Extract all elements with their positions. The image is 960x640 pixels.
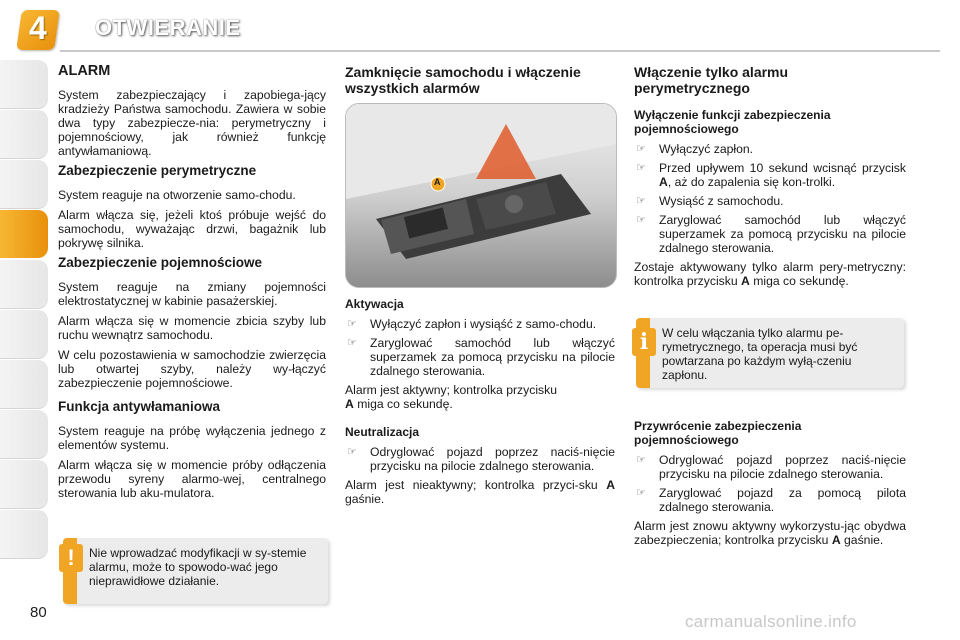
status-text: gaśnie. (345, 492, 385, 506)
subtitle-restore-volumetric: Przywrócenie zabezpieczenia pojemnościowego (634, 419, 802, 447)
chapter-tabs (0, 60, 48, 580)
hand-pointer-icon: ☞ (636, 195, 646, 207)
hand-pointer-icon: ☞ (636, 143, 646, 155)
alarm-description: System zabezpieczający i zapobiega-jący kradzieży Państwa samochodu. Zawiera w sobie dwa typy zabezpiecze-nia: perymetryczny i pojemnościowy, jak również funkcję antywłamaniową. (58, 88, 326, 158)
page-title: OTWIERANIE (95, 15, 241, 40)
list-item-text: , aż do zapalenia się kon-trolki. (667, 175, 836, 189)
page-header (0, 0, 960, 52)
column-left (58, 64, 326, 506)
status-text: Alarm jest nieaktywny; kontrolka przyci-sku (345, 478, 598, 492)
chapter-tab[interactable] (0, 160, 48, 209)
list-item-text: Odryglować pojazd poprzez naciś-nięcie przycisku na pilocie zdalnego sterowania. (659, 453, 906, 481)
section-title-perimeter-only: Włączenie tylko alarmu perymetrycznego (634, 64, 789, 96)
list-item (634, 453, 906, 481)
chapter-number: 4 (29, 10, 47, 46)
list-item (634, 213, 906, 255)
chapter-tab[interactable] (0, 260, 48, 309)
list-item (345, 317, 615, 331)
warning-note (63, 538, 328, 604)
column-right-lower (634, 419, 906, 553)
list-item-text: Przed upływem 10 sekund wcisnąć przycisk (659, 161, 906, 175)
antitheft-text-1: System reaguje na próbę wyłączenia jednego z elementów systemu. (58, 424, 326, 452)
hand-pointer-icon: ☞ (347, 318, 357, 330)
chapter-tab[interactable] (0, 310, 48, 359)
status-text: miga co sekundę. (357, 397, 453, 411)
button-key: A (606, 478, 615, 492)
list-item-text: Zaryglować samochód lub włączyć superzamek za pomocą przycisku na pilocie zdalnego sterowania. (659, 213, 906, 255)
info-note-text: W celu włączania tylko alarmu pe-rymetrycznego, ta operacja musi być powtarzana po każdym wyłą-czeniu zapłonu. (662, 326, 858, 382)
dashboard-illustration (346, 104, 616, 287)
section-title-antitheft: Funkcja antywłamaniowa (58, 399, 221, 414)
perimeter-status (634, 260, 906, 288)
warning-note-text: Nie wprowadzać modyfikacji w sy-stemie alarmu, może to spowodo-wać jego nieprawidłowe działanie. (89, 546, 307, 588)
button-key: A (345, 397, 354, 411)
volumetric-text-3: W celu pozostawienia w samochodzie zwierzęcia lub otwartej szyby, należy wy-łączyć zabezpieczenie pojemnościowe. (58, 348, 326, 390)
status-text: Alarm jest aktywny; kontrolka przycisku (345, 383, 557, 397)
button-key: A (831, 533, 841, 547)
volumetric-text-1: System reaguje na zmiany pojemności elektrostatycznej w kabinie pasażerskiej. (58, 280, 326, 308)
volumetric-text-2: Alarm włącza się w momencie zbicia szyby lub ruchu wewnątrz samochodu. (58, 314, 326, 342)
list-item-text: Wysiąść z samochodu. (659, 194, 784, 208)
chapter-tab[interactable] (0, 460, 48, 509)
section-title-volumetric: Zabezpieczenie pojemnościowe (58, 255, 263, 270)
button-key: A (659, 175, 668, 189)
section-title-alarm: ALARM (58, 63, 111, 79)
hand-pointer-icon: ☞ (347, 337, 357, 349)
status-text: Zostaje aktywowany tylko alarm pery-metryczny: kontrolka przycisku (634, 260, 906, 288)
status-text: Alarm jest znowu aktywny wykorzystu-jąc obydwa zabezpieczenia; kontrolka przycisku (634, 519, 906, 547)
activation-title: Aktywacja (345, 297, 404, 311)
hand-pointer-icon: ☞ (636, 162, 646, 174)
list-item-text: Zaryglować pojazd za pomocą pilota zdalnego sterowania. (659, 486, 906, 514)
status-text: gaśnie. (844, 533, 884, 547)
button-a-label: A (434, 177, 441, 187)
hand-pointer-icon: ☞ (347, 446, 357, 458)
button-key: A (741, 274, 750, 288)
subtitle-disable-volumetric: Wyłączenie funkcji zabezpieczenia pojemnościowego (634, 108, 831, 136)
section-title-lock-all: Zamknięcie samochodu i włączenie wszystkich alarmów (345, 64, 581, 96)
chapter-tab[interactable] (0, 510, 48, 559)
info-note (636, 318, 904, 388)
neutralization-title: Neutralizacja (345, 425, 420, 439)
chapter-tab[interactable] (0, 410, 48, 459)
section-title-perimeter: Zabezpieczenie perymetryczne (58, 163, 257, 178)
column-middle-lower (345, 297, 615, 512)
column-middle (345, 64, 615, 106)
page-number: 80 (30, 604, 47, 621)
list-item (345, 336, 615, 378)
list-item (634, 142, 906, 156)
activation-status (345, 383, 615, 411)
list-item (345, 445, 615, 473)
restore-status (634, 519, 906, 547)
list-item-text: Wyłączyć zapłon. (659, 142, 754, 156)
list-item-text: Wyłączyć zapłon i wysiąść z samo-chodu. (370, 317, 597, 331)
list-item (634, 486, 906, 514)
exclamation-icon: ! (59, 544, 83, 572)
perimeter-text-1: System reaguje na otworzenie samo-chodu. (58, 188, 296, 202)
dashboard-button-photo (345, 103, 617, 288)
chapter-tab-active[interactable] (0, 210, 48, 258)
list-item (634, 161, 906, 189)
perimeter-text-2: Alarm włącza się, jeżeli ktoś próbuje wejść do samochodu, wyważając drzwi, bagażnik lub pokrywę silnika. (58, 208, 326, 250)
antitheft-text-2: Alarm włącza się w momencie próby odłączenia przewodu syreny alarmo-wej, centralnego sterowania lub aku-mulatora. (58, 458, 326, 500)
neutralization-status (345, 478, 615, 506)
watermark: carmanualsonline.info (685, 612, 857, 631)
hand-pointer-icon: ☞ (636, 454, 646, 466)
chapter-tab[interactable] (0, 60, 48, 109)
column-right (634, 64, 906, 294)
list-item-text: Zaryglować samochód lub włączyć superzamek za pomocą przycisku na pilocie zdalnego sterowania. (370, 336, 615, 378)
chapter-tab[interactable] (0, 360, 48, 409)
header-divider (60, 50, 940, 52)
hand-pointer-icon: ☞ (636, 487, 646, 499)
info-icon: i (632, 328, 656, 356)
status-text: miga co sekundę. (753, 274, 849, 288)
hand-pointer-icon: ☞ (636, 214, 646, 226)
chapter-tab[interactable] (0, 110, 48, 159)
list-item-text: Odryglować pojazd poprzez naciś-nięcie przycisku na pilocie zdalnego sterowania. (370, 445, 615, 473)
list-item (634, 194, 906, 208)
